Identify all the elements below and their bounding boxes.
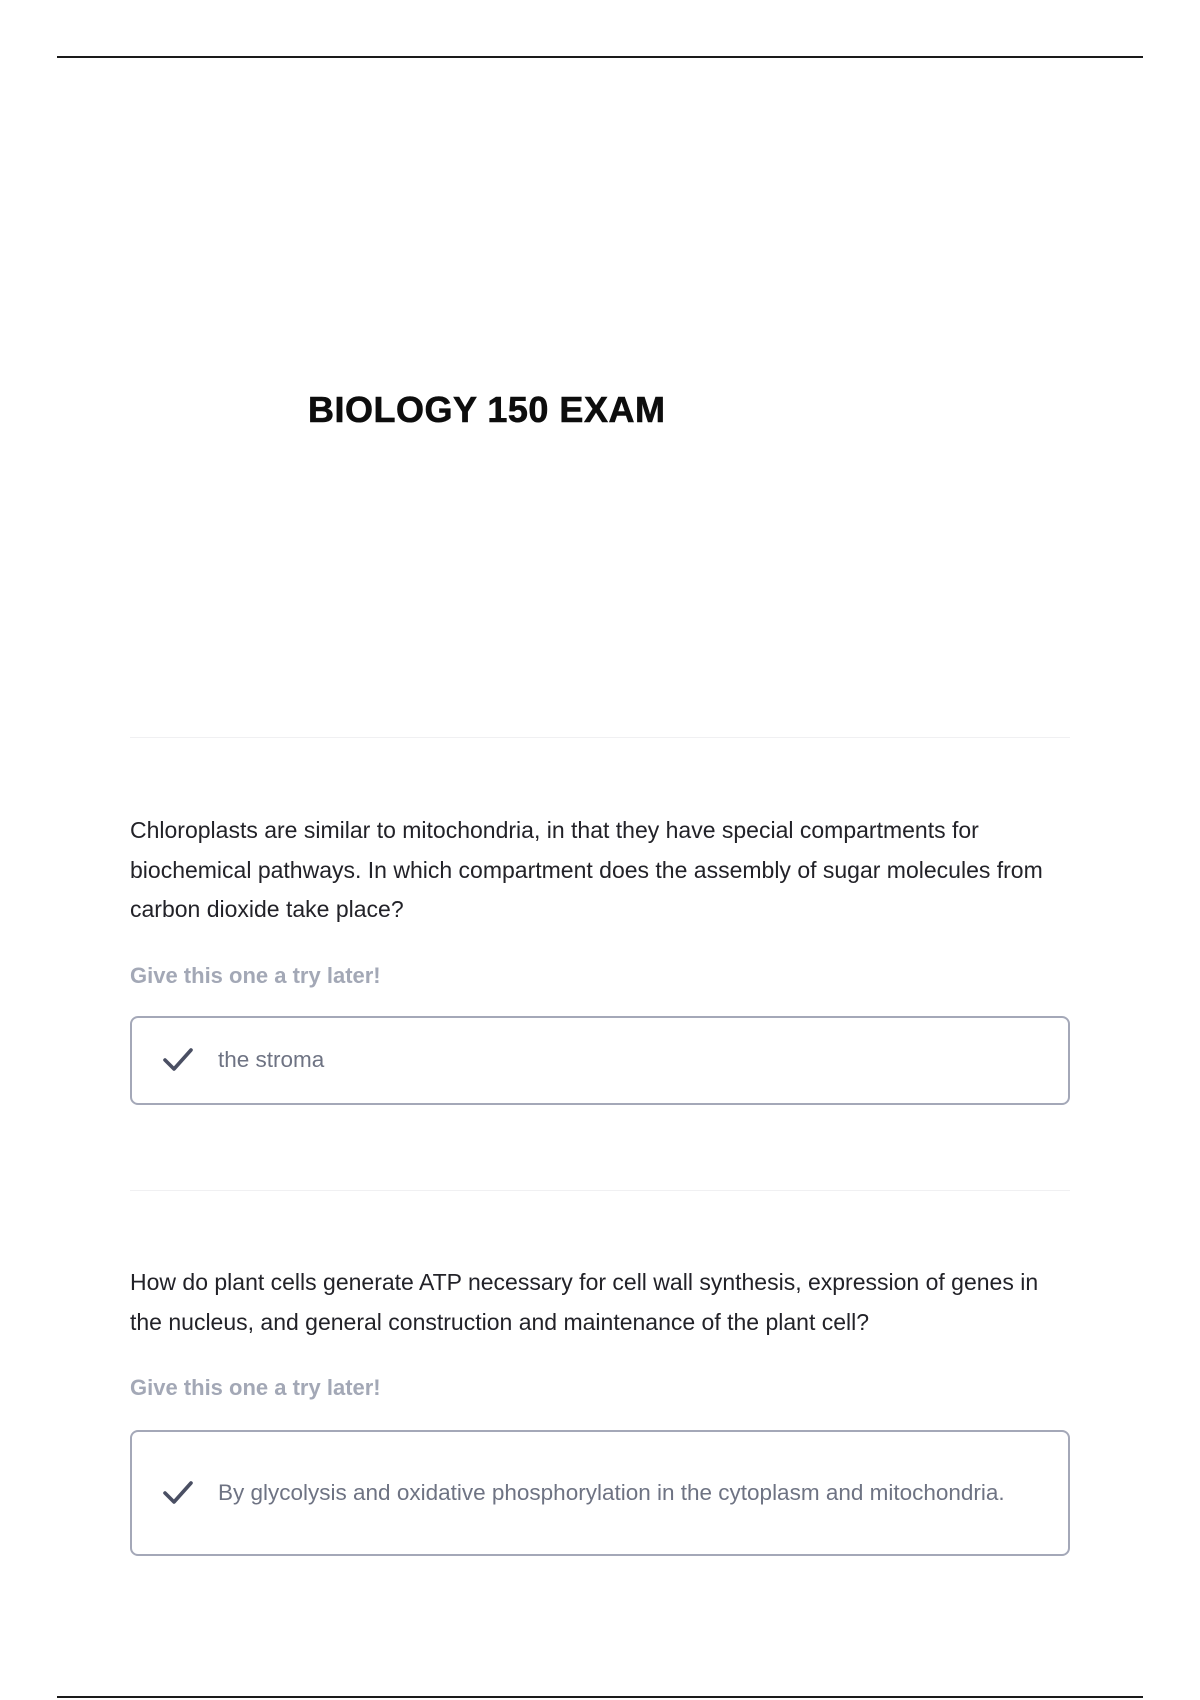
answer-text: the stroma <box>218 1047 325 1072</box>
check-icon <box>160 1475 196 1511</box>
check-icon <box>160 1042 196 1078</box>
question-card-2 <box>130 1263 1070 1556</box>
bottom-rule <box>57 1696 1143 1698</box>
answer-text: By glycolysis and oxidative phosphorylation in the cytoplasm and mitochondria. <box>218 1480 1005 1505</box>
question-prompt: Chloroplasts are similar to mitochondria, in that they have special compartments for biochemical pathways. In which compartment does the assembly of sugar molecules from carbon dioxide take place? <box>130 817 1043 922</box>
top-rule <box>57 56 1143 58</box>
question-card-1 <box>130 811 1070 1105</box>
answer-box[interactable] <box>130 1430 1070 1556</box>
exam-title: BIOLOGY 150 EXAM <box>308 389 666 430</box>
answer-box[interactable] <box>130 1016 1070 1105</box>
try-later-hint: Give this one a try later! <box>130 1375 381 1400</box>
question-separator <box>130 1190 1070 1191</box>
question-prompt: How do plant cells generate ATP necessary for cell wall synthesis, expression of genes in the nucleus, and general construction and maintenance of the plant cell? <box>130 1269 1039 1335</box>
question-separator <box>130 737 1070 738</box>
try-later-hint: Give this one a try later! <box>130 962 381 988</box>
